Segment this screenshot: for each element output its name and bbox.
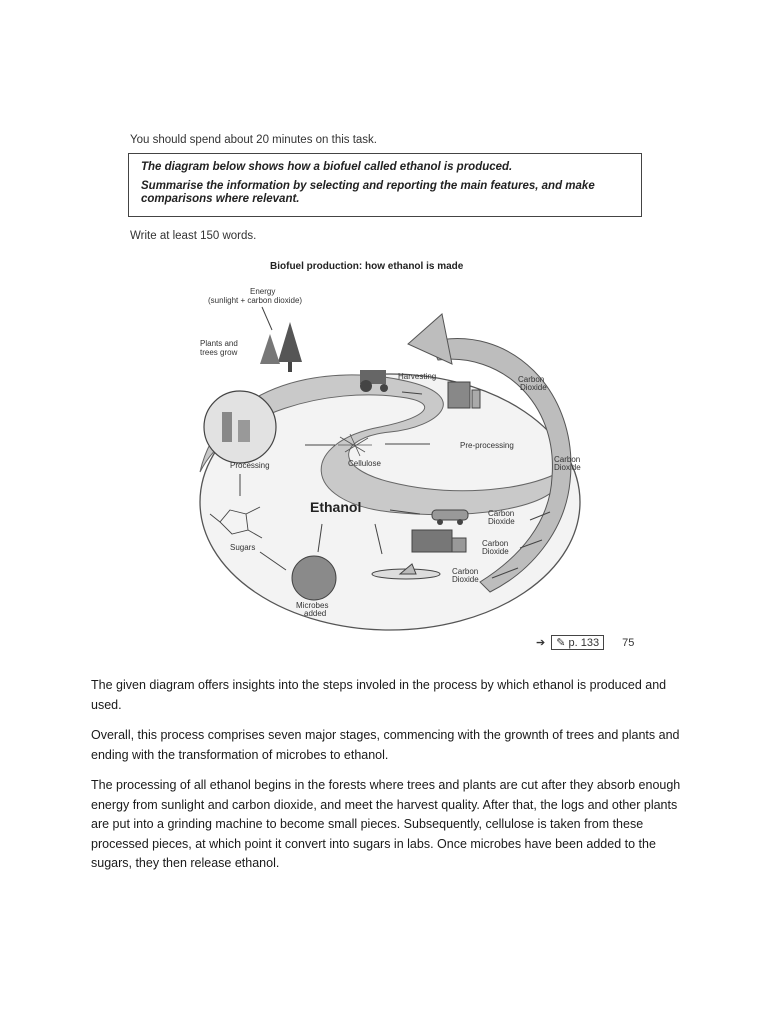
page-number: 75 (622, 636, 635, 649)
trees-icon (260, 322, 302, 372)
cellulose-label: Cellulose (348, 459, 381, 468)
arrow-head-top (408, 314, 452, 364)
plants-sub-label: trees grow (200, 348, 238, 357)
task-prompt-line2: Summarise the information by selecting and reporting the main features, and make comparisons where relevant. (141, 180, 595, 205)
essay-paragraph-3: The processing of all ethanol begins in the forests where trees and plants are cut after they absorb enough energy from sunlight and carbon dioxide, and meet the harvest quality. After that, the logs and other plants are put into a grinding machine to become small pieces. Subsequently, cellulose is taken from these processed pieces, at which point it convert into sugars in labs. Once microbes have been added to the sugars, they then release ethanol. (91, 778, 681, 870)
car-dioxide-label: Dioxide (488, 517, 515, 526)
harvesting-label: Harvesting (398, 372, 437, 381)
task-intro: You should spend about 20 minutes on this task. (130, 134, 377, 146)
biofuel-diagram (190, 252, 610, 642)
truck-carbon-label: Carbon (482, 539, 509, 548)
microbes-sub-label: added (304, 609, 327, 618)
pre-processing-label: Pre-processing (460, 441, 514, 450)
essay-paragraph-2: Overall, this process comprises seven major stages, commencing with the grownth of trees and plants and ending with the transformation of microbes to ethanol. (91, 728, 680, 762)
plane-dioxide-label: Dioxide (452, 575, 479, 584)
return-dioxide-label-2: Dioxide (554, 463, 581, 472)
return-dioxide-label-1: Dioxide (520, 383, 547, 392)
essay-paragraph-1: The given diagram offers insights into the steps involed in the process by which ethanol is produced and used. (91, 678, 667, 712)
arrow-right-icon: ➔ (536, 637, 546, 649)
sugars-label: Sugars (230, 543, 256, 552)
grinder-icon (448, 382, 480, 408)
word-count-instruction: Write at least 150 words. (130, 230, 257, 242)
microbes-icon (292, 556, 336, 600)
task-prompt-box (128, 153, 642, 217)
energy-label: Energy (250, 287, 276, 296)
task-prompt-line1: The diagram below shows how a biofuel called ethanol is produced. (141, 161, 513, 173)
essay-body (91, 676, 691, 885)
page-reference (536, 635, 634, 650)
truck-dioxide-label: Dioxide (482, 547, 509, 556)
return-carbon-label-1: Carbon (518, 375, 545, 384)
plane-carbon-label: Carbon (452, 567, 479, 576)
microbes-label: Microbes (296, 601, 329, 610)
diagram-title: Biofuel production: how ethanol is made (270, 261, 464, 272)
page-ref-box: ✎ p. 133 (551, 635, 604, 650)
return-carbon-label-2: Carbon (554, 455, 581, 464)
processing-label: Processing (230, 461, 270, 470)
plants-label: Plants and (200, 339, 238, 348)
page-ref-label: p. 133 (568, 637, 600, 649)
car-carbon-label: Carbon (488, 509, 515, 518)
energy-sub-label: (sunlight + carbon dioxide) (208, 296, 303, 305)
ethanol-label: Ethanol (310, 499, 362, 515)
energy-arrow (262, 307, 272, 330)
